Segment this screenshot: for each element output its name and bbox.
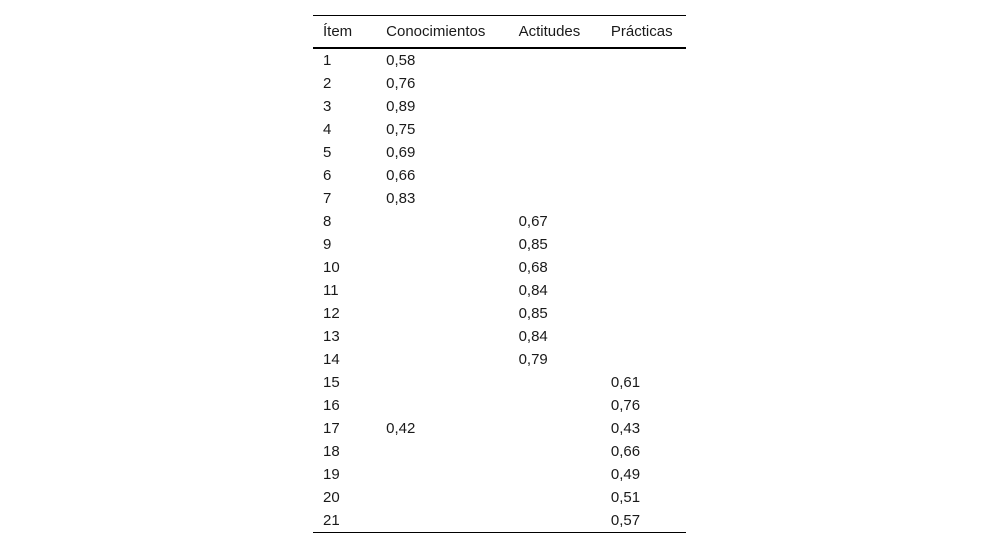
table-row bbox=[313, 256, 686, 279]
cell-item: 6 bbox=[323, 167, 332, 184]
cell-actitudes: 0,79 bbox=[518, 351, 548, 368]
cell-practicas: 0,51 bbox=[610, 489, 641, 506]
header-row bbox=[313, 16, 686, 49]
cell-conocimientos: 0,42 bbox=[386, 420, 416, 437]
table-row bbox=[313, 348, 686, 371]
table-row bbox=[313, 141, 686, 164]
cell-practicas bbox=[601, 164, 686, 187]
table-row bbox=[313, 164, 686, 187]
header-practicas: Prácticas bbox=[610, 23, 673, 40]
cell-practicas bbox=[601, 141, 686, 164]
table-row bbox=[313, 279, 686, 302]
cell-conocimientos: 0,69 bbox=[386, 144, 416, 161]
cell-conocimientos bbox=[376, 440, 508, 463]
cell-conocimientos bbox=[376, 279, 508, 302]
cell-practicas bbox=[601, 279, 686, 302]
cell-practicas bbox=[601, 187, 686, 210]
cell-item: 10 bbox=[323, 259, 340, 276]
table-row bbox=[313, 325, 686, 348]
cell-conocimientos: 0,83 bbox=[386, 190, 416, 207]
cell-item: 4 bbox=[323, 121, 332, 138]
cell-actitudes bbox=[509, 463, 601, 486]
cell-actitudes bbox=[509, 187, 601, 210]
table-row bbox=[313, 509, 686, 533]
cell-conocimientos: 0,89 bbox=[386, 98, 416, 115]
cell-conocimientos bbox=[376, 256, 508, 279]
cell-actitudes bbox=[509, 440, 601, 463]
cell-actitudes bbox=[509, 164, 601, 187]
cell-item: 2 bbox=[323, 75, 332, 92]
cell-practicas bbox=[601, 72, 686, 95]
cell-practicas bbox=[601, 325, 686, 348]
cell-actitudes bbox=[509, 141, 601, 164]
cell-item: 20 bbox=[323, 489, 340, 506]
cell-item: 11 bbox=[323, 282, 339, 299]
cell-practicas bbox=[601, 233, 686, 256]
table-row bbox=[313, 417, 686, 440]
cell-conocimientos bbox=[376, 486, 508, 509]
cell-conocimientos bbox=[376, 348, 508, 371]
cell-practicas bbox=[601, 48, 686, 72]
table-row bbox=[313, 187, 686, 210]
cell-item: 8 bbox=[323, 213, 332, 230]
cell-item: 16 bbox=[323, 397, 340, 414]
table-row bbox=[313, 371, 686, 394]
cell-conocimientos bbox=[376, 302, 508, 325]
cell-item: 18 bbox=[323, 443, 340, 460]
cell-actitudes bbox=[509, 417, 601, 440]
cell-practicas bbox=[601, 210, 686, 233]
table-row bbox=[313, 48, 686, 72]
cell-actitudes: 0,84 bbox=[518, 328, 548, 345]
cell-practicas: 0,61 bbox=[610, 374, 641, 391]
cell-item: 14 bbox=[323, 351, 340, 368]
table-row bbox=[313, 95, 686, 118]
cell-conocimientos: 0,66 bbox=[386, 167, 416, 184]
cell-item: 1 bbox=[323, 52, 332, 69]
cell-item: 7 bbox=[323, 190, 332, 207]
cell-actitudes bbox=[509, 72, 601, 95]
header-item: Ítem bbox=[323, 23, 353, 40]
cell-conocimientos: 0,76 bbox=[386, 75, 416, 92]
table-row bbox=[313, 486, 686, 509]
cell-practicas bbox=[601, 302, 686, 325]
cell-actitudes: 0,85 bbox=[518, 305, 548, 322]
cell-conocimientos bbox=[376, 371, 508, 394]
cell-practicas: 0,43 bbox=[610, 420, 641, 437]
table-row bbox=[313, 233, 686, 256]
cell-actitudes bbox=[509, 118, 601, 141]
factor-loadings-table-container bbox=[313, 15, 686, 533]
cell-practicas: 0,49 bbox=[610, 466, 641, 483]
header-actitudes: Actitudes bbox=[518, 23, 581, 40]
cell-actitudes bbox=[509, 48, 601, 72]
cell-conocimientos bbox=[376, 210, 508, 233]
cell-item: 13 bbox=[323, 328, 340, 345]
table-row bbox=[313, 118, 686, 141]
table-header bbox=[313, 16, 686, 49]
cell-actitudes bbox=[509, 486, 601, 509]
table-row bbox=[313, 210, 686, 233]
cell-conocimientos: 0,58 bbox=[386, 52, 416, 69]
cell-conocimientos bbox=[376, 325, 508, 348]
cell-conocimientos bbox=[376, 394, 508, 417]
cell-item: 9 bbox=[323, 236, 332, 253]
cell-item: 3 bbox=[323, 98, 332, 115]
cell-actitudes bbox=[509, 95, 601, 118]
table-row bbox=[313, 463, 686, 486]
cell-actitudes: 0,84 bbox=[518, 282, 548, 299]
cell-practicas bbox=[601, 95, 686, 118]
cell-item: 19 bbox=[323, 466, 340, 483]
cell-conocimientos: 0,75 bbox=[386, 121, 416, 138]
cell-actitudes bbox=[509, 394, 601, 417]
cell-item: 21 bbox=[323, 512, 340, 529]
table-row bbox=[313, 72, 686, 95]
cell-item: 15 bbox=[323, 374, 340, 391]
cell-practicas: 0,76 bbox=[610, 397, 641, 414]
cell-actitudes: 0,68 bbox=[518, 259, 548, 276]
cell-item: 12 bbox=[323, 305, 340, 322]
cell-practicas bbox=[601, 256, 686, 279]
cell-practicas: 0,66 bbox=[610, 443, 641, 460]
cell-item: 17 bbox=[323, 420, 340, 437]
table-body bbox=[313, 48, 686, 533]
cell-conocimientos bbox=[376, 233, 508, 256]
factor-loadings-table bbox=[313, 15, 686, 533]
cell-actitudes bbox=[509, 509, 601, 533]
table-row bbox=[313, 302, 686, 325]
cell-conocimientos bbox=[376, 509, 508, 533]
cell-practicas: 0,57 bbox=[610, 512, 641, 529]
cell-item: 5 bbox=[323, 144, 332, 161]
cell-practicas bbox=[601, 348, 686, 371]
cell-actitudes: 0,85 bbox=[518, 236, 548, 253]
cell-conocimientos bbox=[376, 463, 508, 486]
header-conocimientos: Conocimientos bbox=[386, 23, 486, 40]
cell-actitudes: 0,67 bbox=[518, 213, 548, 230]
table-row bbox=[313, 440, 686, 463]
table-row bbox=[313, 394, 686, 417]
cell-actitudes bbox=[509, 371, 601, 394]
cell-practicas bbox=[601, 118, 686, 141]
